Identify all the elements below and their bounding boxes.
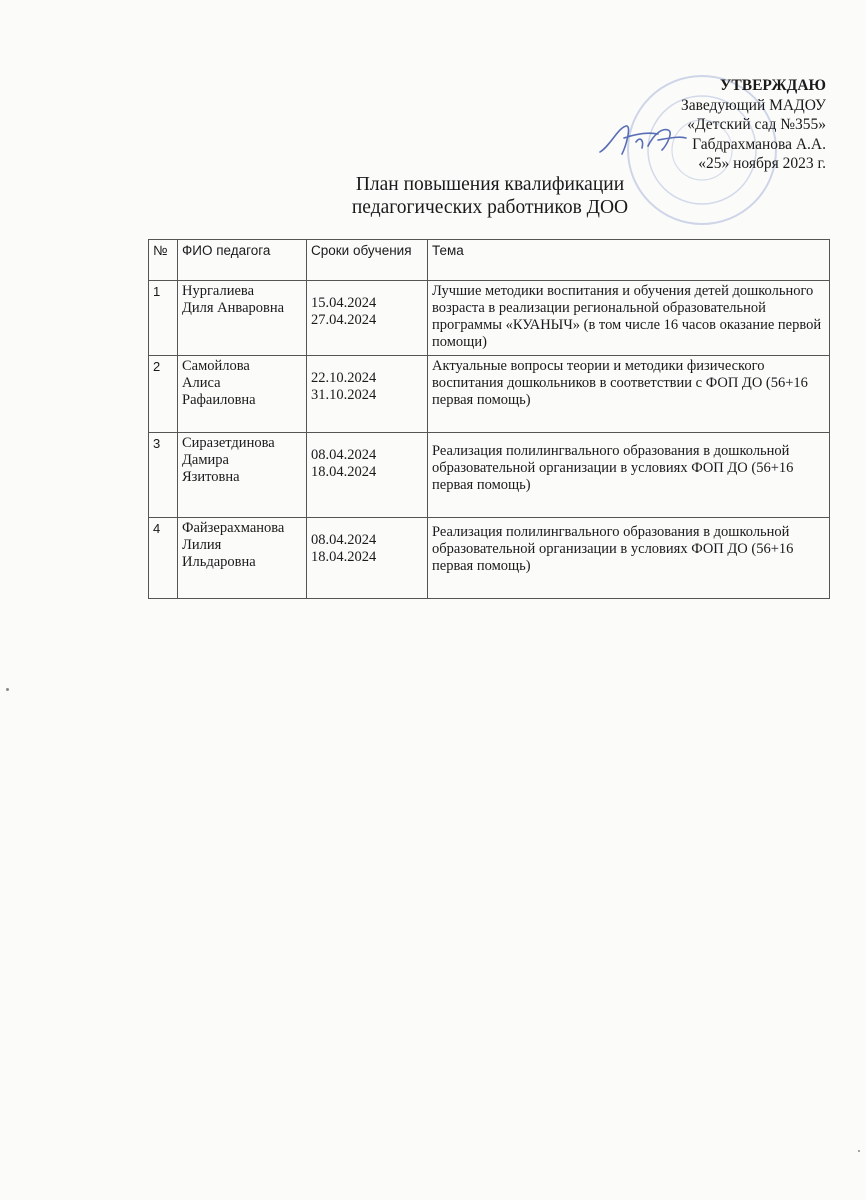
name-part: Ильдаровна: [182, 554, 256, 570]
qualification-plan-table: [148, 239, 830, 599]
date-end: 31.10.2024: [311, 387, 377, 403]
training-dates: [307, 433, 428, 518]
header-name: ФИО педагога: [178, 240, 307, 281]
name-part: Язитовна: [182, 469, 240, 485]
teacher-name: [178, 518, 307, 599]
row-number: 2: [149, 356, 178, 433]
date-end: 27.04.2024: [311, 312, 377, 328]
approval-heading: УТВЕРЖДАЮ: [720, 77, 826, 94]
date-end: 18.04.2024: [311, 549, 377, 565]
teacher-name: [178, 433, 307, 518]
header-number: №: [149, 240, 178, 281]
training-dates: [307, 281, 428, 356]
teacher-name: [178, 356, 307, 433]
row-number: 4: [149, 518, 178, 599]
name-part: Нургалиева: [182, 283, 255, 299]
teacher-name: [178, 281, 307, 356]
approval-signatory: Габдрахманова А.А.: [692, 135, 826, 153]
training-topic: Лучшие методики воспитания и обучения детей дошкольного возраста в реализации региональной образовательной программы «КУАНЫЧ» (в том числе 16 часов оказание первой помощи): [428, 281, 830, 356]
signature-mark: [596, 116, 688, 164]
scan-speck: [6, 688, 9, 691]
training-topic: Реализация полилингвального образования в дошкольной образовательной организации в условиях ФОП ДО (56+16 первая помощь): [428, 518, 830, 599]
approval-position: Заведующий МАДОУ: [680, 96, 826, 114]
header-topic: Тема: [428, 240, 830, 281]
training-dates: [307, 518, 428, 599]
name-part: Рафаиловна: [182, 392, 256, 408]
table-header-row: [149, 240, 830, 281]
title-line-2: педагогических работников ДОО: [351, 197, 629, 218]
date-end: 18.04.2024: [311, 464, 377, 480]
row-number: 1: [149, 281, 178, 356]
date-start: 08.04.2024: [311, 447, 377, 463]
document-title: [300, 173, 680, 219]
name-part: Диля Анваровна: [182, 300, 285, 316]
name-part: Самойлова: [182, 358, 250, 374]
header-dates: Сроки обучения: [307, 240, 428, 281]
table-row: [149, 518, 830, 599]
table-row: [149, 433, 830, 518]
scan-speck: [858, 1150, 860, 1152]
table-row: [149, 281, 830, 356]
approval-date: «25» ноября 2023 г.: [698, 155, 826, 172]
name-part: Сиразетдинова: [182, 435, 275, 451]
name-part: Лилия: [182, 537, 222, 553]
table-row: [149, 356, 830, 433]
date-start: 08.04.2024: [311, 532, 377, 548]
training-dates: [307, 356, 428, 433]
date-start: 22.10.2024: [311, 370, 377, 386]
training-topic: Реализация полилингвального образования в дошкольной образовательной организации в условиях ФОП ДО (56+16 первая помощь): [428, 433, 830, 518]
name-part: Файзерахманова: [182, 520, 285, 536]
training-topic: Актуальные вопросы теории и методики физического воспитания дошкольников в соответствии с ФОП ДО (56+16 первая помощь): [428, 356, 830, 433]
approval-organization: «Детский сад №355»: [687, 116, 826, 133]
name-part: Дамира: [182, 452, 229, 468]
name-part: Алиса: [182, 375, 221, 391]
title-line-1: План повышения квалификации: [355, 174, 625, 195]
row-number: 3: [149, 433, 178, 518]
approval-block: [681, 76, 826, 174]
date-start: 15.04.2024: [311, 295, 377, 311]
